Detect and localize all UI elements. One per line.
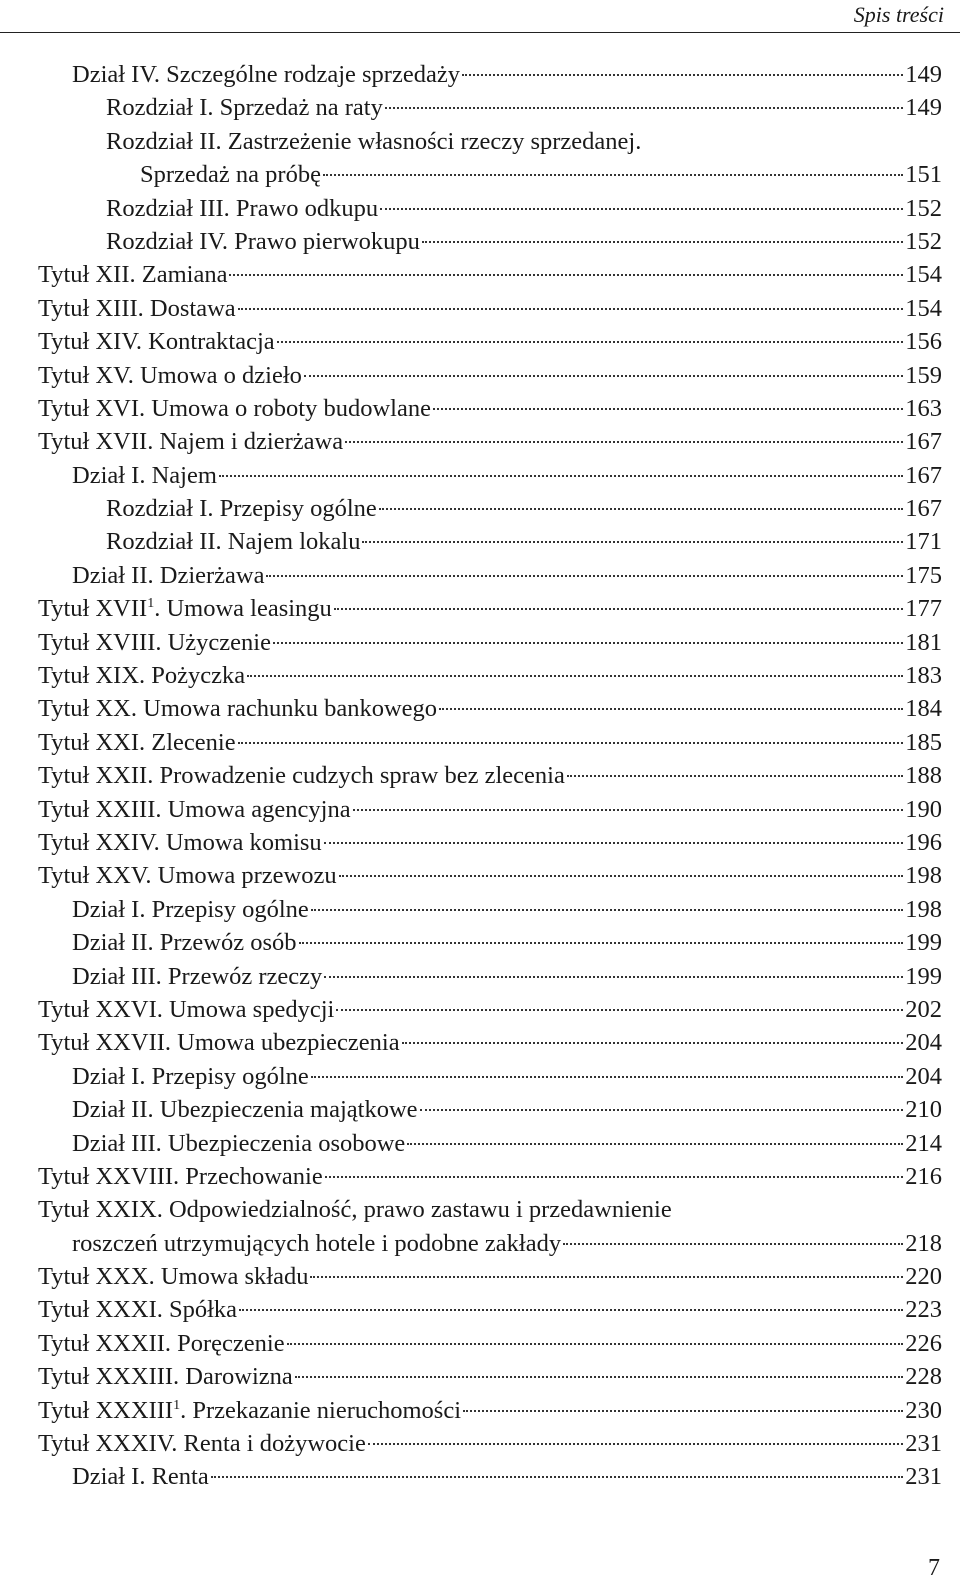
toc-entry-page: 159 — [905, 361, 942, 389]
toc-dot-leader — [219, 475, 903, 477]
toc-entry — [38, 592, 960, 625]
toc-entry — [38, 1394, 960, 1427]
toc-entry-title — [38, 826, 322, 859]
toc-dot-leader — [407, 1143, 903, 1145]
toc-entry-page: 156 — [905, 328, 942, 356]
toc-dot-leader — [339, 875, 904, 877]
toc-entry-title-text: Dział III. Ubezpieczenia osobowe — [72, 1129, 406, 1157]
toc-entry-title — [106, 91, 383, 124]
toc-entry-title-text: Tytuł XXXIII — [38, 1396, 174, 1424]
toc-entry — [38, 859, 960, 892]
toc-entry-title — [72, 1227, 561, 1260]
toc-entry-page: 199 — [905, 962, 942, 990]
toc-entry — [106, 492, 960, 525]
toc-entry-title-text: Tytuł XXI. Zlecenie — [38, 728, 236, 756]
toc-entry-title — [38, 325, 275, 358]
toc-entry-title — [72, 559, 264, 592]
toc-dot-leader — [287, 1343, 904, 1345]
toc-entry-title — [72, 459, 217, 492]
toc-dot-leader — [379, 508, 903, 510]
toc-entry-title — [72, 1460, 209, 1493]
toc-entry-title-text: Tytuł XIX. Pożyczka — [38, 662, 246, 690]
toc-entry-page: 149 — [905, 94, 942, 122]
toc-dot-leader — [420, 1109, 904, 1111]
toc-entry-title — [38, 1026, 400, 1059]
toc-entry-title — [38, 859, 337, 892]
toc-dot-leader — [323, 174, 903, 176]
toc-entry — [72, 1127, 960, 1160]
toc-entry-superscript: 1 — [147, 596, 155, 612]
toc-entry-page: 198 — [905, 862, 942, 890]
toc-entry-title-text: Rozdział II. Najem lokalu — [106, 528, 361, 556]
toc-dot-leader — [299, 942, 904, 944]
toc-entry — [38, 1427, 960, 1460]
toc-entry-title — [38, 759, 565, 792]
toc-entry — [38, 425, 960, 458]
toc-entry-page: 231 — [905, 1463, 942, 1491]
toc-entry — [72, 1093, 960, 1126]
toc-entry-page: 154 — [905, 294, 942, 322]
toc-entry-page: 163 — [905, 394, 942, 422]
toc-dot-leader — [385, 107, 903, 109]
toc-entry-page: 185 — [905, 728, 942, 756]
toc-entry-page: 231 — [905, 1430, 942, 1458]
toc-dot-leader — [439, 708, 903, 710]
toc-entry-title — [38, 1394, 461, 1427]
toc-entry-title — [38, 592, 332, 625]
toc-entry — [72, 926, 960, 959]
toc-entry-title — [38, 1193, 672, 1226]
toc-dot-leader — [324, 976, 903, 978]
toc-entry-page: 220 — [905, 1263, 942, 1291]
toc-entry-title — [72, 1060, 309, 1093]
toc-dot-leader — [402, 1042, 904, 1044]
toc-entry-title-text: Tytuł XXIII. Umowa agencyjna — [38, 795, 351, 823]
toc-entry-page: 198 — [905, 895, 942, 923]
toc-entry-page: 226 — [905, 1329, 942, 1357]
toc-dot-leader — [295, 1376, 903, 1378]
toc-entry-title — [72, 960, 322, 993]
toc-entry-title — [72, 926, 297, 959]
toc-entry-title — [38, 726, 236, 759]
toc-entry-page: 223 — [905, 1296, 942, 1324]
toc-entry-title-text: Dział I. Najem — [72, 461, 217, 489]
toc-dot-leader — [273, 642, 903, 644]
toc-dot-leader — [380, 208, 903, 210]
toc-entry — [38, 1260, 960, 1293]
table-of-contents — [0, 58, 960, 1494]
toc-entry-page: 175 — [905, 561, 942, 589]
toc-dot-leader — [311, 1076, 903, 1078]
toc-dot-leader — [334, 608, 903, 610]
toc-entry-title-rest: . Umowa leasingu — [154, 595, 332, 623]
toc-entry-title-text: Tytuł XIV. Kontraktacja — [38, 328, 275, 356]
toc-entry-title — [38, 258, 227, 291]
toc-entry-page: 230 — [905, 1396, 942, 1424]
toc-entry-page: 151 — [905, 161, 942, 189]
toc-entry-title — [106, 492, 377, 525]
toc-entry-title-text: Sprzedaż na próbę — [140, 161, 321, 189]
toc-entry-title — [106, 525, 360, 558]
toc-entry-title-text: Tytuł XXII. Prowadzenie cudzych spraw bez zlecenia — [38, 762, 565, 790]
toc-entry-page: 204 — [905, 1029, 942, 1057]
toc-entry — [72, 559, 960, 592]
toc-entry-title-text: Dział I. Przepisy ogólne — [72, 895, 309, 923]
toc-dot-leader — [325, 1176, 904, 1178]
toc-entry — [38, 392, 960, 425]
toc-entry — [38, 793, 960, 826]
toc-entry-page: 152 — [905, 227, 942, 255]
toc-entry-title-text: Tytuł XIII. Dostawa — [38, 294, 236, 322]
toc-entry-title-text: Dział III. Przewóz rzeczy — [72, 962, 323, 990]
toc-entry — [106, 91, 960, 124]
toc-entry-page: 149 — [905, 61, 942, 88]
toc-entry-title-text: Tytuł XXVII. Umowa ubezpieczenia — [38, 1029, 400, 1057]
toc-entry — [72, 459, 960, 492]
toc-entry-title-text: Tytuł XX. Umowa rachunku bankowego — [38, 695, 438, 723]
toc-entry-page: 204 — [905, 1062, 942, 1090]
toc-entry — [38, 1360, 960, 1393]
toc-entry-title — [38, 292, 236, 325]
toc-dot-leader — [567, 775, 903, 777]
toc-entry-title — [38, 392, 431, 425]
toc-entry-page: 181 — [905, 628, 942, 656]
toc-entry-title — [38, 659, 245, 692]
toc-entry-title-text: Tytuł XVII — [38, 595, 148, 623]
toc-entry-page: 188 — [905, 762, 942, 790]
toc-dot-leader — [433, 408, 903, 410]
toc-dot-leader — [238, 308, 904, 310]
toc-entry-title — [38, 1260, 308, 1293]
toc-dot-leader — [229, 274, 903, 276]
toc-entry — [38, 325, 960, 358]
toc-dot-leader — [422, 241, 903, 243]
toc-entry-title-text: Tytuł XXVI. Umowa spedycji — [38, 995, 335, 1023]
toc-entry — [106, 125, 960, 158]
toc-dot-leader — [336, 1009, 903, 1011]
toc-entry — [38, 359, 960, 392]
toc-entry-title-text: Dział II. Przewóz osób — [72, 929, 297, 957]
toc-entry-page: 210 — [905, 1096, 942, 1124]
toc-entry-page: 202 — [905, 995, 942, 1023]
toc-entry-title-text: Tytuł XXXI. Spółka — [38, 1296, 238, 1324]
toc-entry-title-text: Dział I. Przepisy ogólne — [72, 1062, 309, 1090]
toc-entry-title — [72, 1093, 418, 1126]
toc-entry — [38, 826, 960, 859]
toc-entry-title — [38, 1327, 285, 1360]
toc-dot-leader — [362, 541, 903, 543]
toc-dot-leader — [324, 842, 904, 844]
toc-entry — [72, 893, 960, 926]
page-header — [0, 0, 960, 34]
toc-entry-page: 152 — [905, 194, 942, 222]
toc-dot-leader — [368, 1443, 903, 1445]
toc-dot-leader — [266, 575, 903, 577]
toc-entry-title-text: Rozdział IV. Prawo pierwokupu — [106, 227, 420, 255]
toc-entry-title-text: roszczeń utrzymujących hotele i podobne zakłady — [72, 1229, 562, 1257]
toc-entry-title — [72, 58, 460, 91]
toc-dot-leader — [238, 742, 904, 744]
toc-entry-title-text: Dział II. Ubezpieczenia majątkowe — [72, 1096, 418, 1124]
toc-entry-title — [72, 1127, 405, 1160]
toc-entry-page: 183 — [905, 662, 942, 690]
header-rule — [0, 32, 960, 33]
toc-entry — [106, 525, 960, 558]
toc-entry — [72, 1460, 960, 1493]
toc-entry-title-text: Tytuł XXIX. Odpowiedzialność, prawo zastawu i przedawnienie — [38, 1196, 672, 1224]
toc-dot-leader — [563, 1243, 903, 1245]
toc-entry-page: 154 — [905, 261, 942, 289]
toc-entry-title-text: Dział IV. Szczególne rodzaje sprzedaży — [72, 61, 460, 88]
toc-entry — [72, 58, 960, 91]
toc-dot-leader — [239, 1309, 903, 1311]
toc-entry-title-text: Tytuł XXXIII. Darowizna — [38, 1363, 293, 1391]
toc-dot-leader — [311, 909, 903, 911]
toc-entry-page: 171 — [905, 528, 942, 556]
toc-entry-page: 218 — [905, 1229, 942, 1257]
toc-entry-page: 167 — [905, 495, 942, 523]
toc-entry-title-rest: . Przekazanie nieruchomości — [180, 1396, 462, 1424]
toc-entry-page: 196 — [905, 828, 942, 856]
toc-dot-leader — [211, 1476, 904, 1478]
toc-entry-page: 228 — [905, 1363, 942, 1391]
toc-entry-title — [38, 1293, 237, 1326]
toc-entry-title-text: Tytuł XV. Umowa o dzieło — [38, 361, 302, 389]
toc-entry-title-text: Tytuł XXV. Umowa przewozu — [38, 862, 337, 890]
toc-entry-page: 199 — [905, 929, 942, 957]
toc-entry-title — [38, 993, 334, 1026]
toc-dot-leader — [310, 1276, 903, 1278]
toc-entry-title — [38, 425, 343, 458]
toc-entry-title — [106, 225, 420, 258]
toc-entry-page: 214 — [905, 1129, 942, 1157]
toc-entry-title-text: Tytuł XXVIII. Przechowanie — [38, 1162, 323, 1190]
toc-dot-leader — [353, 809, 904, 811]
toc-entry-title-text: Dział I. Renta — [72, 1463, 209, 1491]
toc-entry-title — [38, 359, 302, 392]
toc-entry-title-text: Tytuł XXX. Umowa składu — [38, 1263, 309, 1291]
toc-entry-title-text: Tytuł XVIII. Użyczenie — [38, 628, 271, 656]
toc-entry-title — [38, 793, 351, 826]
toc-entry — [38, 258, 960, 291]
toc-entry — [38, 626, 960, 659]
toc-entry-page: 190 — [905, 795, 942, 823]
toc-entry-title-text: Tytuł XVI. Umowa o roboty budowlane — [38, 394, 431, 422]
running-header-title: Spis treści — [853, 2, 944, 27]
toc-entry-page: 167 — [905, 428, 942, 456]
toc-entry-page: 177 — [905, 595, 942, 623]
toc-entry — [72, 1060, 960, 1093]
toc-entry-page: 216 — [905, 1162, 942, 1190]
toc-dot-leader — [304, 375, 903, 377]
toc-entry — [38, 759, 960, 792]
toc-dot-leader — [345, 441, 903, 443]
toc-entry-page: 167 — [905, 461, 942, 489]
toc-entry-title-text: Tytuł XXIV. Umowa komisu — [38, 828, 322, 856]
toc-entry-title — [38, 1360, 293, 1393]
toc-entry — [140, 158, 960, 191]
toc-entry-title — [140, 158, 321, 191]
toc-entry-title — [38, 626, 271, 659]
toc-entry — [38, 726, 960, 759]
toc-entry-title — [38, 1160, 323, 1193]
toc-entry — [106, 192, 960, 225]
toc-entry-title — [106, 125, 641, 158]
toc-entry-title — [106, 192, 378, 225]
toc-entry — [38, 659, 960, 692]
toc-entry — [38, 1160, 960, 1193]
toc-entry — [38, 1327, 960, 1360]
toc-entry-title-text: Rozdział I. Sprzedaż na raty — [106, 94, 383, 122]
toc-dot-leader — [247, 675, 903, 677]
toc-entry-title-text: Dział II. Dzierżawa — [72, 561, 265, 589]
toc-entry — [106, 225, 960, 258]
toc-entry-title-text: Rozdział III. Prawo odkupu — [106, 194, 379, 222]
toc-entry — [38, 1293, 960, 1326]
toc-dot-leader — [277, 341, 904, 343]
toc-entry-title-text: Rozdział I. Przepisy ogólne — [106, 495, 377, 523]
toc-entry-title-text: Tytuł XVII. Najem i dzierżawa — [38, 428, 344, 456]
toc-entry-title-text: Rozdział II. Zastrzeżenie własności rzeczy sprzedanej. — [106, 127, 642, 155]
toc-dot-leader — [463, 1410, 903, 1412]
toc-entry-title — [38, 692, 437, 725]
toc-entry — [38, 993, 960, 1026]
toc-entry-title-text: Tytuł XII. Zamiana — [38, 261, 228, 289]
toc-entry — [38, 692, 960, 725]
toc-entry — [38, 1026, 960, 1059]
toc-entry-title-text: Tytuł XXXII. Poręczenie — [38, 1329, 285, 1357]
toc-entry-title-text: Tytuł XXXIV. Renta i dożywocie — [38, 1430, 366, 1458]
toc-entry-title — [72, 893, 309, 926]
toc-dot-leader — [462, 74, 903, 76]
page-number: 7 — [928, 1555, 940, 1581]
toc-entry-page: 184 — [905, 695, 942, 723]
toc-entry-title — [38, 1427, 366, 1460]
toc-entry — [38, 292, 960, 325]
toc-entry — [72, 1227, 960, 1260]
toc-entry — [38, 1193, 960, 1226]
toc-entry — [72, 960, 960, 993]
toc-entry-superscript: 1 — [173, 1397, 181, 1413]
